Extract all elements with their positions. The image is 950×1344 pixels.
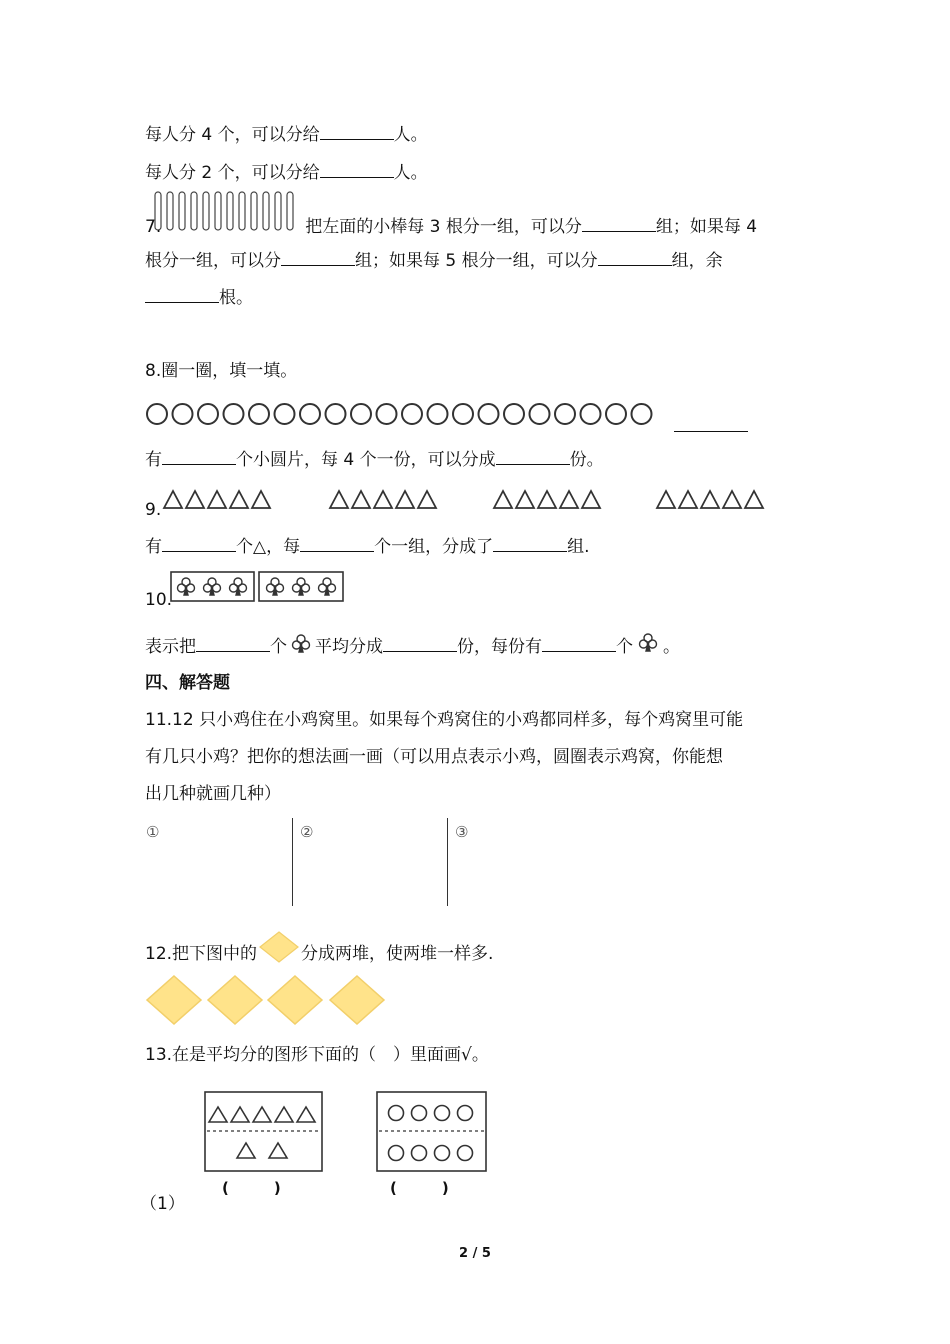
q9-line bbox=[145, 534, 589, 559]
q7-number: 7. bbox=[145, 217, 162, 237]
answer-blank[interactable] bbox=[300, 534, 374, 552]
q7-text: 把左面的小棒每 3 根分一组，可以分 bbox=[305, 217, 582, 237]
q10-line bbox=[145, 632, 680, 659]
q7-text: 根。 bbox=[219, 288, 253, 308]
q7-line3 bbox=[145, 285, 253, 310]
q6-line2 bbox=[145, 160, 428, 185]
q10-text: 个 bbox=[616, 637, 633, 657]
q13-sub-label: （1） bbox=[140, 1194, 185, 1214]
q9-text: 个△，每 bbox=[236, 537, 301, 557]
q8-line bbox=[145, 447, 604, 472]
triangle-box-figure bbox=[204, 1091, 324, 1173]
q8-title: 8.圈一圈，填一填。 bbox=[145, 361, 298, 381]
page-number: 2 / 5 bbox=[459, 1246, 491, 1261]
answer-blank[interactable] bbox=[145, 285, 219, 303]
divider-line bbox=[292, 818, 293, 906]
mark-2: ② bbox=[300, 823, 314, 841]
q9-text: 有 bbox=[145, 537, 162, 557]
q10-text: 份，每份有 bbox=[457, 637, 542, 657]
q7-text: 组；如果每 4 bbox=[655, 217, 758, 237]
q12-text: 分成两堆，使两堆一样多. bbox=[301, 944, 494, 964]
q13-line: 13.在是平均分的图形下面的（ ）里面画√。 bbox=[145, 1045, 489, 1065]
answer-blank[interactable] bbox=[162, 447, 236, 465]
q10-number: 10. bbox=[145, 590, 173, 610]
q6-line2-text: 每人分 2 个，可以分给 bbox=[145, 163, 320, 183]
clover-icon bbox=[287, 632, 315, 656]
answer-blank[interactable] bbox=[281, 248, 355, 266]
q8-text: 有 bbox=[145, 450, 162, 470]
answer-blank[interactable] bbox=[582, 214, 656, 232]
q6-line2-end: 人。 bbox=[393, 163, 428, 183]
answer-blank[interactable] bbox=[598, 248, 672, 266]
q12-text: 12.把下图中的 bbox=[145, 944, 258, 964]
mark-1: ① bbox=[146, 823, 160, 841]
circle-box-figure bbox=[376, 1091, 488, 1173]
answer-blank[interactable] bbox=[542, 634, 616, 652]
answer-blank[interactable] bbox=[383, 634, 457, 652]
clover-icon bbox=[633, 632, 663, 656]
q7-text: 根分一组，可以分 bbox=[145, 251, 281, 271]
q11-line1: 11.12 只小鸡住在小鸡窝里。如果每个鸡窝住的小鸡都同样多，每个鸡窝里可能 bbox=[145, 710, 744, 730]
q8-text: 个小圆片，每 4 个一份，可以分成 bbox=[236, 450, 496, 470]
answer-blank[interactable] bbox=[320, 122, 394, 140]
q6-line1 bbox=[145, 122, 428, 147]
q9-number: 9. bbox=[145, 500, 162, 520]
q10-text: 表示把 bbox=[145, 637, 196, 657]
q9-text: 个一组，分成了 bbox=[374, 537, 494, 557]
q11-line2: 有几只小鸡？把你的想法画一画（可以用点表示小鸡，圆圈表示鸡窝，你能想 bbox=[145, 747, 723, 767]
q7-text: 组，余 bbox=[671, 251, 723, 271]
q10-text: 平均分成 bbox=[315, 637, 383, 657]
q7-text: 组；如果每 5 根分一组，可以分 bbox=[355, 251, 598, 271]
mark-3: ③ bbox=[455, 823, 469, 841]
diamond-icon bbox=[257, 931, 301, 965]
q6-line1-text: 每人分 4 个，可以分给 bbox=[145, 125, 320, 145]
q6-line1-end: 人。 bbox=[393, 125, 428, 145]
q12-line bbox=[145, 931, 493, 966]
q10-text: 。 bbox=[663, 637, 680, 657]
divider-line bbox=[447, 818, 448, 906]
answer-blank[interactable] bbox=[320, 160, 394, 178]
answer-paren[interactable]: ( ) bbox=[390, 1179, 449, 1197]
answer-blank[interactable] bbox=[674, 414, 748, 432]
clover-boxes-figure bbox=[170, 571, 344, 603]
q10-text: 个 bbox=[270, 637, 287, 657]
diamonds-figure bbox=[145, 974, 390, 1028]
answer-blank[interactable] bbox=[162, 534, 236, 552]
q9-text: 组. bbox=[567, 537, 590, 557]
answer-blank[interactable] bbox=[496, 447, 570, 465]
circles-figure bbox=[145, 400, 665, 430]
answer-paren[interactable]: ( ) bbox=[222, 1179, 281, 1197]
triangles-figure bbox=[162, 487, 782, 513]
q7-line2 bbox=[145, 248, 723, 273]
answer-blank[interactable] bbox=[493, 534, 567, 552]
q11-line3: 出几种就画几种） bbox=[145, 784, 281, 804]
section-heading: 四、解答题 bbox=[145, 673, 230, 693]
q8-text: 份。 bbox=[569, 450, 604, 470]
q7-line1 bbox=[145, 214, 757, 239]
answer-blank[interactable] bbox=[196, 634, 270, 652]
